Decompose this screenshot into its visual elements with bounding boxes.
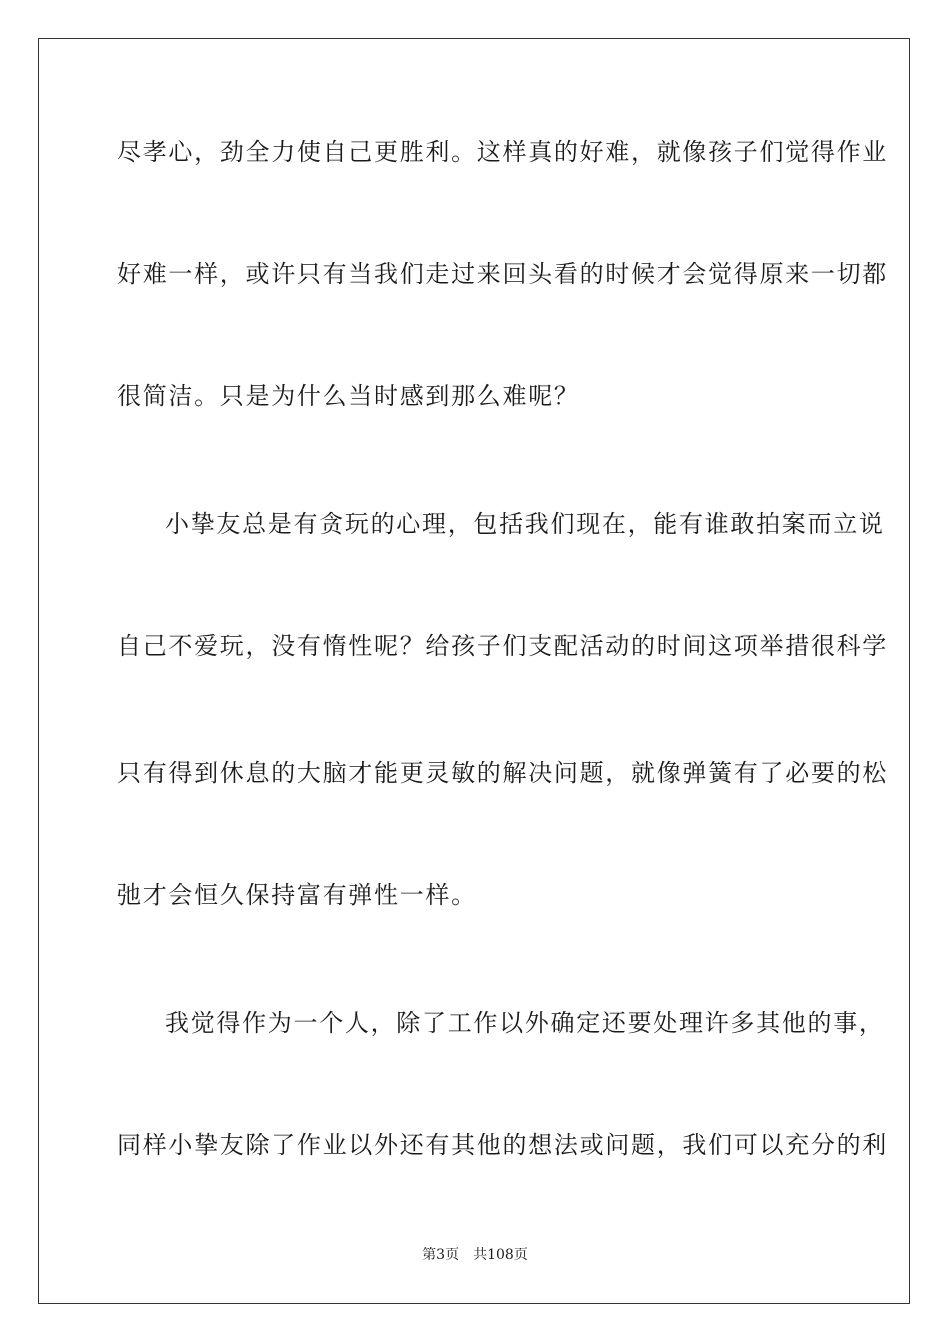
paragraph-line: 同样小挚友除了作业以外还有其他的想法或问题，我们可以充分的利 bbox=[117, 1131, 888, 1159]
paragraph-line: 只有得到休息的大脑才能更灵敏的解决问题，就像弹簧有了必要的松 bbox=[117, 759, 888, 787]
total-pages: 共108页 bbox=[473, 1247, 528, 1263]
page-border bbox=[38, 38, 910, 1304]
paragraph-line: 尽孝心，劲全力使自己更胜利。这样真的好难，就像孩子们觉得作业 bbox=[117, 138, 888, 166]
paragraph-line: 很简洁。只是为什么当时感到那么难呢？ bbox=[117, 382, 580, 410]
paragraph-line: 小挚友总是有贪玩的心理，包括我们现在，能有谁敢拍案而立说 bbox=[165, 510, 885, 538]
page-footer bbox=[0, 1246, 950, 1264]
paragraph-line: 弛才会恒久保持富有弹性一样。 bbox=[117, 881, 477, 909]
page-number: 第3页 bbox=[422, 1247, 460, 1263]
paragraph-line: 我觉得作为一个人，除了工作以外确定还要处理许多其他的事， bbox=[165, 1009, 885, 1037]
paragraph-line: 好难一样，或许只有当我们走过来回头看的时候才会觉得原来一切都 bbox=[117, 260, 888, 288]
paragraph-line: 自己不爱玩，没有惰性呢？给孩子们支配活动的时间这项举措很科学 bbox=[117, 632, 888, 660]
